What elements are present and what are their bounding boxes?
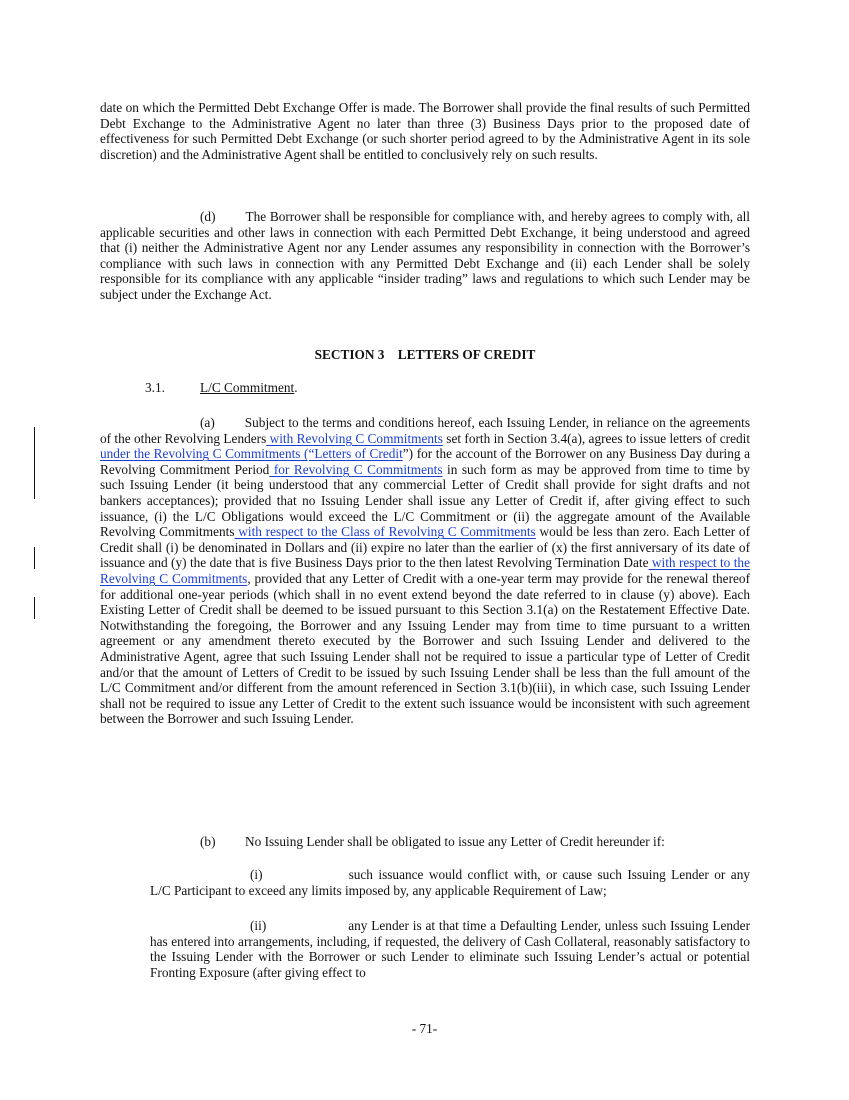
clause-label-b: (b) xyxy=(200,834,216,849)
section-heading: SECTION 3 LETTERS OF CREDIT xyxy=(314,347,536,362)
document-page: date on which the Permitted Debt Exchange Offer is made. The Borrower shall provide the final results of such Permitted Debt Exchange to the Administrative Agent no later than three (3) Business Days prior to the proposed date of effectiveness for such Permitted Debt Exchange (or such shorter period agreed to by the Administrative Agent in its sole discretion) and the Administrative Agent shall be entitled to conclusively rely on such results. (d) The Borrower shall be responsible for compliance with, and hereby agrees to comply with, all applicable securities and other laws in connection with each Permitted Debt Exchange, it being understood and agreed that (i) neither the Administrative Agent nor any Lender assumes any responsibility in connection with the Borrower’s compliance with such laws in connection with any Permitted Debt Exchange and (ii) each Lender shall be solely responsible for its compliance with any applicable “insider trading” laws and regulations to which such Lender may be subject under the Exchange Act. SECTION 3 LETTERS OF CREDIT 3.1. L/C Commitment. (a) Subject to the terms and conditions hereof, each Issuing Lender, in reliance on the agreements of the other Revolving Lenders with Revolving C Commitments set forth in Section 3.4(a), agrees to issue letters of credit under the Revolving C Commitments (“Letters of Credit”) for the account of the Borrower on any Business Day during a Revolving Commitment Period for Revolving C Commitments in such form as may be approved from time to time by such Issuing Lender (it being understood that any commercial Letter of Credit shall provide for sight drafts and not bankers acceptances); provided that no Issuing Lender shall issue any Letter of Credit if, after giving effect to such issuance, (i) the L/C Obligations would exceed the L/C Commitment or (ii) the aggregate amount of the Available Revolving Commitments with respect to the Class of Revolving C Commitments would be less than zero. Each Letter of Credit shall (i) be denominated in Dollars and (ii) expire no later than the earlier of (x) the first anniversary of its date of issuance and (y) the date that is five Business Days prior to the then latest Revolving Termination Date with respect to the Revolving C Commitments, provided that any Letter of Credit with a one-year term may provide for the renewal thereof for additional one-year periods (which shall in no event extend beyond the date referred to in clause (y) above). Each Existing Letter of Credit shall be deemed to be issued pursuant to this Section 3.1(a) on the Restatement Effective Date. Notwithstanding the foregoing, the Borrower and any Issuing Lender may from time to time pursuant to a written agreement or any amendment thereto executed by the Borrower and such Issuing Lender and delivered to the Administrative Agent, agree that such Issuing Lender shall not be required to issue a particular type of Letter of Credit and/or that the amount of Letters of Credit to be issued by such Issuing Lender shall be less than the full amount of the L/C Commitment and/or different from the amount referenced in Section 3.1(b)(iii), in which case, such Issuing Lender shall not be required to issue any Letter of Credit to the extent such issuance would be inconsistent with such agreement between the Borrower and such Issuing Lender. (b) No Issuing Lender shall be obligated to issue any Letter of Credit hereunder if: (i) such issuance would conflict with, or cause such Issuing Lender or any L/C Participant to exceed any limits imposed by, any applicable Requirement of Law; (ii) any Lender is at that time a Defaulting Lender, unless such Issuing Lender has entered into arrangements, including, if requested, the delivery of Cash Collateral, reasonably satisfactory to the Issuing Lender with the Borrower or such Lender to eliminate such Issuing Lender’s actual or potential Fronting Exposure (after giving effect to - 71- xyxy=(0,0,849,1100)
item-label-ii: (ii) xyxy=(250,918,267,933)
change-bar xyxy=(34,597,35,619)
inserted-text: under the Revolving C Commitments xyxy=(100,446,305,462)
page-number: - 71- xyxy=(411,1021,438,1036)
subsection-heading: 3.1. L/C Commitment. xyxy=(145,380,298,395)
subsection-title: L/C Commitment xyxy=(200,380,295,395)
item-label-i: (i) xyxy=(250,867,263,882)
item-i: (i) such issuance would conflict with, or cause such Issuing Lender or any L/C Participant to exceed any limits imposed by, any applicable Requirement of Law; xyxy=(150,867,750,898)
inserted-text: with respect to the Revolving C Commitments xyxy=(100,555,750,586)
item-ii: (ii) any Lender is at that time a Defaulting Lender, unless such Issuing Lender has entered into arrangements, including, if requested, the delivery of Cash Collateral, reasonably satisfactory to the Issuing Lender with the Borrower or such Lender to eliminate such Issuing Lender’s actual or potential Fronting Exposure (after giving effect to xyxy=(150,918,750,980)
clause-label-a: (a) xyxy=(200,415,215,430)
paragraph-a: (a) Subject to the terms and conditions hereof, each Issuing Lender, in reliance on the agreements of the other Revolving Lenders with Revolving C Commitments set forth in Section 3.4(a), agrees to issue letters of credit under the Revolving C Commitments (“Letters of Credit”) for the account of the Borrower on any Business Day during a Revolving Commitment Period for Revolving C Commitments in such form as may be approved from time to time by such Issuing Lender (it being understood that any commercial Letter of Credit shall provide for sight drafts and not bankers acceptances); provided that no Issuing Lender shall issue any Letter of Credit if, after giving effect to such issuance, (i) the L/C Obligations would exceed the L/C Commitment or (ii) the aggregate amount of the Available Revolving Commitments with respect to the Class of Revolving C Commitments would be less than zero. Each Letter of Credit shall (i) be denominated in Dollars and (ii) expire no later than the earlier of (x) the first anniversary of its date of issuance and (y) the date that is five Business Days prior to the then latest Revolving Termination Date with respect to the Revolving C Commitments, provided that any Letter of Credit with a one-year term may provide for the renewal thereof for additional one-year periods (which shall in no event extend beyond the date referred to in clause (y) above). Each Existing Letter of Credit shall be deemed to be issued pursuant to this Section 3.1(a) on the Restatement Effective Date. Notwithstanding the foregoing, the Borrower and any Issuing Lender may from time to time pursuant to a written agreement or any amendment thereto executed by the Borrower and such Issuing Lender and delivered to the Administrative Agent, agree that such Issuing Lender shall not be required to issue a particular type of Letter of Credit and/or that the amount of Letters of Credit to be issued by such Issuing Lender shall be less than the full amount of the L/C Commitment and/or different from the amount referenced in Section 3.1(b)(iii), in which case, such Issuing Lender shall not be required to issue any Letter of Credit to the extent such issuance would be inconsistent with such agreement between the Borrower and such Issuing Lender. xyxy=(100,415,751,727)
change-bar xyxy=(34,547,35,569)
clause-label-d: (d) xyxy=(200,209,216,224)
paragraph-d: (d) The Borrower shall be responsible for compliance with, and hereby agrees to comply with, all applicable securities and other laws in connection with each Permitted Debt Exchange, it being understood and agreed that (i) neither the Administrative Agent nor any Lender assumes any responsibility in connection with the Borrower’s compliance with such laws in connection with any Permitted Debt Exchange and (ii) each Lender shall be solely responsible for its compliance with any applicable “insider trading” laws and regulations to which such Lender may be subject under the Exchange Act. xyxy=(100,209,750,302)
change-bar xyxy=(34,427,35,499)
inserted-text: with respect to the Class of Revolving C Commitments xyxy=(234,524,536,540)
paragraph-continuation: date on which the Permitted Debt Exchange Offer is made. The Borrower shall provide the final results of such Permitted Debt Exchange to the Administrative Agent no later than three (3) Business Days prior to the proposed date of effectiveness for such Permitted Debt Exchange (or such shorter period agreed to by the Administrative Agent in its sole discretion) and the Administrative Agent shall be entitled to conclusively rely on such results. xyxy=(100,100,750,162)
inserted-text: for Revolving C Commitments xyxy=(269,461,443,477)
inserted-text: with Revolving C Commitments xyxy=(266,430,443,446)
defined-term: Letters of Credit xyxy=(314,446,403,462)
